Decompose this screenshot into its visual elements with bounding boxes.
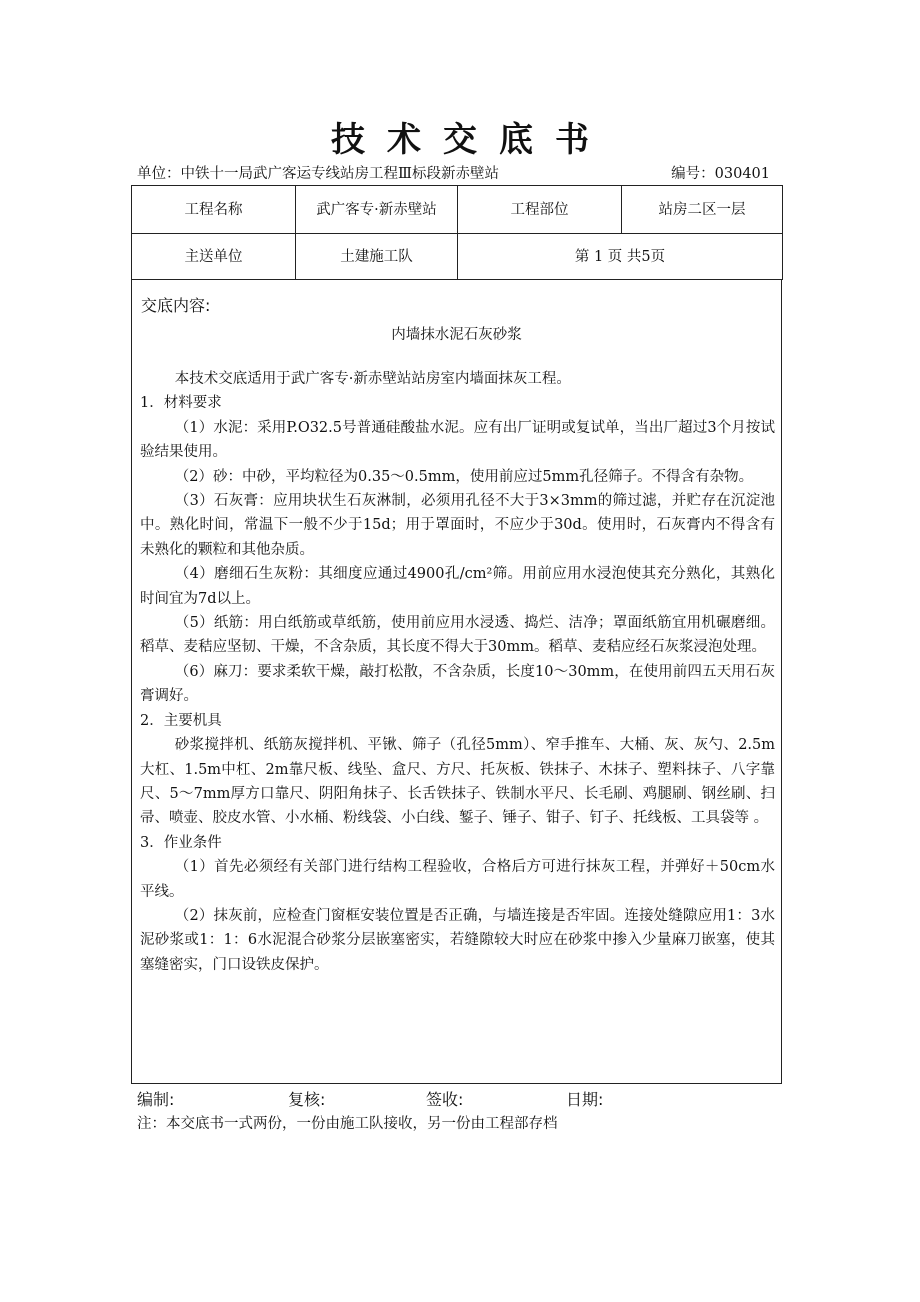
date-label: 日期: (566, 1090, 604, 1109)
reviewer-label: 复核: (288, 1090, 326, 1109)
project-part-value: 站房二区一层 (622, 186, 783, 234)
recipient-value: 土建施工队 (296, 234, 458, 280)
materials-lime-powder: （4）磨细石生灰粉：其细度应通过4900孔/cm²筛。用前应用水浸泡使其充分熟化，其熟化时间宜为7d以上。 (140, 566, 775, 607)
project-part-label: 工程部位 (458, 186, 622, 234)
tools-list: 砂浆搅拌机、纸筋灰搅拌机、平锹、筛子（孔径5mm）、窄手推车、大桶、灰、灰勺、2.5m大杠、1.5m中杠、2m靠尺板、线坠、盒尺、方尺、托灰板、铁抹子、木抹子、塑料抹子、八字靠尺、5～7mm厚方口靠尺、阴阳角抹子、长舌铁抹子、铁制水平尺、长毛刷、鸡腿刷、钢丝刷、扫帚、喷壶、胶皮水管、小水桶、粉线袋、小白线、錾子、锤子、钳子、钉子、托线板、工具袋等 。 (140, 737, 775, 827)
header-table (131, 185, 783, 280)
materials-sand: （2）砂：中砂，平均粒径为0.35～0.5mm，使用前应过5mm孔径筛子。不得含有杂物。 (174, 468, 754, 485)
footer-note: 注：本交底书一式两份，一份由施工队接收，另一份由工程部存档 (137, 1116, 558, 1132)
document-title: 技术交底书 (331, 120, 611, 160)
meta-row (137, 162, 782, 183)
page-info: 第 1 页 共5页 (458, 234, 783, 280)
content-box (131, 279, 782, 1084)
project-name-value: 武广客专·新赤壁站 (296, 186, 458, 234)
section-title-materials: 1．材料要求 (140, 395, 222, 412)
section-title-tools: 2．主要机具 (140, 712, 222, 729)
recipient-label: 主送单位 (132, 234, 296, 280)
editor-label: 编制: (137, 1090, 175, 1109)
section-title-conditions: 3．作业条件 (140, 834, 222, 851)
conditions-frame-check: （2）抹灰前，应检查门窗框安装位置是否正确，与墙连接是否牢固。连接处缝隙应用1：3水泥砂浆或1：1：6水泥混合砂浆分层嵌塞密实，若缝隙较大时应在砂浆中掺入少量麻刀嵌塞，使其塞缝密实，门口设铁皮保护。 (140, 907, 775, 973)
materials-lime-paste: （3）石灰膏：应用块状生石灰淋制，必须用孔径不大于3×3mm的筛过滤，并贮存在沉淀池中。熟化时间，常温下一般不少于15d；用于罩面时，不应少于30d。使用时，石灰膏内不得含有未熟化的颗粒和其他杂质。 (140, 493, 775, 558)
unit-line: 单位：中铁十一局武广客运专线站房工程Ⅲ标段新赤壁站 (137, 166, 499, 182)
header-row-recipient (132, 234, 783, 280)
project-name-label: 工程名称 (132, 186, 296, 234)
intro-paragraph: 本技术交底适用于武广客专·新赤壁站站房室内墙面抹灰工程。 (174, 371, 571, 387)
header-row-project (132, 186, 783, 234)
materials-cement: （1）水泥：采用P.O32.5号普通硅酸盐水泥。应有出厂证明或复试单，当出厂超过3个月按试验结果使用。 (140, 419, 775, 461)
document-number: 编号：030401 (671, 166, 770, 182)
conditions-acceptance: （1）首先必须经有关部门进行结构工程验收，合格后方可进行抹灰工程，并弹好＋50cm水平线。 (140, 859, 775, 900)
materials-paper-fiber: （5）纸筋：用白纸筋或草纸筋，使用前应用水浸透、捣烂、洁净；罩面纸筋宜用机碾磨细。稻草、麦秸应坚韧、干燥，不含杂质，其长度不得大于30mm。稻草、麦秸应经石灰浆浸泡处理。 (140, 615, 775, 656)
materials-hemp: （6）麻刀：要求柔软干燥，敲打松散，不含杂质，长度10～30mm，在使用前四五天用石灰膏调好。 (140, 663, 775, 705)
receiver-label: 签收: (426, 1090, 464, 1109)
content-body (140, 367, 775, 977)
content-subtitle: 内墙抹水泥石灰砂浆 (391, 327, 522, 343)
content-heading: 交底内容: (141, 296, 211, 315)
